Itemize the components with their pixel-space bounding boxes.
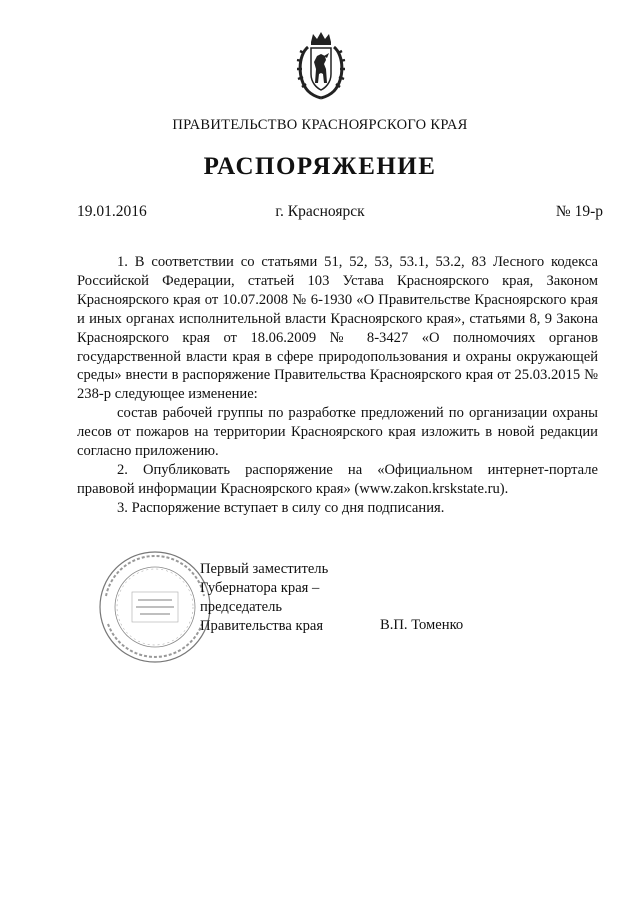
signature-block: [200, 560, 328, 636]
organization-title: ПРАВИТЕЛЬСТВО КРАСНОЯРСКОГО КРАЯ: [172, 117, 468, 133]
signer-position-line: председатель: [200, 598, 283, 615]
document-type-heading: РАСПОРЯЖЕНИЕ: [203, 153, 437, 180]
official-seal-stamp: [96, 548, 214, 666]
document-body: [77, 253, 598, 518]
signer-position-line: Губернатора края –: [200, 579, 320, 596]
body-paragraph: состав рабочей группы по разработке предложений по организации охраны лесов от пожаров на территории Красноярского края изложить в новой редакции согласно приложению.: [77, 405, 598, 460]
coat-of-arms-emblem: [294, 29, 348, 101]
document-date: 19.01.2016: [77, 203, 147, 220]
document-city: г. Красноярск: [275, 203, 365, 220]
body-paragraph: 3. Распоряжение вступает в силу со дня подписания.: [117, 499, 445, 516]
body-paragraph: 2. Опубликовать распоряжение на «Официальном интернет-портале правовой информации Красноярского края» (www.zakon.krskstate.ru).: [77, 461, 598, 497]
signer-name: В.П. Томенко: [380, 617, 464, 633]
body-paragraph: 1. В соответствии со статьями 51, 52, 53, 53.1, 53.2, 83 Лесного кодекса Российской Федерации, статьей 103 Устава Красноярского края, Законом Красноярского края от 10.07.2008 № 6-1930 «О Правительстве Красноярского края и иных органах исполнительной власти Красноярского края», статьями 8, 9 Закона Красноярского края от 18.06.2009 № 8-3427 «О полномочиях органов государственной власти края в сфере природопользования и охраны окружающей среды» внести в распоряжение Правительства Красноярского края от 25.03.2015 № 238-р следующее изменение:: [77, 254, 598, 403]
signer-position-line: Первый заместитель: [200, 561, 329, 577]
signer-position-line: Правительства края: [200, 617, 324, 634]
document-number: № 19-р: [555, 203, 603, 220]
